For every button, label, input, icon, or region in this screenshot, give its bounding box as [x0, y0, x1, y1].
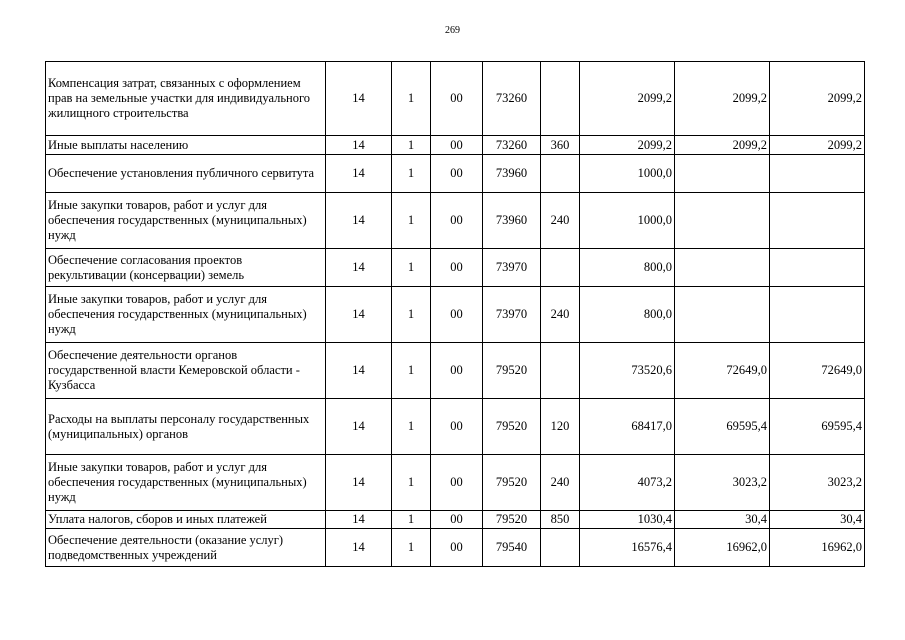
subsection-code: 1 — [392, 155, 431, 193]
target-item-code: 73970 — [483, 287, 541, 343]
row-name: Компенсация затрат, связанных с оформлением прав на земельные участки для индивидуального жилищного строительства — [46, 62, 326, 136]
target-item-code: 79540 — [483, 529, 541, 567]
section-code: 14 — [326, 455, 392, 511]
expense-type-code — [541, 62, 580, 136]
row-name: Уплата налогов, сборов и иных платежей — [46, 511, 326, 529]
amount-year-2: 2099,2 — [675, 136, 770, 155]
table-row — [46, 511, 865, 529]
subsection-code: 1 — [392, 249, 431, 287]
row-name: Иные закупки товаров, работ и услуг для обеспечения государственных (муниципальных) нужд — [46, 287, 326, 343]
expense-type-code: 240 — [541, 193, 580, 249]
section-code: 14 — [326, 155, 392, 193]
program-code: 00 — [431, 62, 483, 136]
amount-year-1: 1030,4 — [580, 511, 675, 529]
program-code: 00 — [431, 287, 483, 343]
program-code: 00 — [431, 343, 483, 399]
amount-year-3: 2099,2 — [770, 136, 865, 155]
amount-year-1: 800,0 — [580, 287, 675, 343]
amount-year-1: 2099,2 — [580, 62, 675, 136]
program-code: 00 — [431, 511, 483, 529]
expense-type-code: 120 — [541, 399, 580, 455]
amount-year-3: 3023,2 — [770, 455, 865, 511]
row-name: Обеспечение согласования проектов рекультивации (консервации) земель — [46, 249, 326, 287]
subsection-code: 1 — [392, 343, 431, 399]
subsection-code: 1 — [392, 287, 431, 343]
target-item-code: 73960 — [483, 155, 541, 193]
table-row — [46, 455, 865, 511]
expense-type-code — [541, 529, 580, 567]
amount-year-1: 800,0 — [580, 249, 675, 287]
amount-year-2: 2099,2 — [675, 62, 770, 136]
amount-year-2: 30,4 — [675, 511, 770, 529]
section-code: 14 — [326, 249, 392, 287]
amount-year-2 — [675, 249, 770, 287]
amount-year-2 — [675, 287, 770, 343]
section-code: 14 — [326, 193, 392, 249]
amount-year-2: 72649,0 — [675, 343, 770, 399]
budget-table — [45, 61, 865, 567]
amount-year-1: 1000,0 — [580, 193, 675, 249]
row-name: Иные закупки товаров, работ и услуг для обеспечения государственных (муниципальных) нужд — [46, 193, 326, 249]
expense-type-code — [541, 249, 580, 287]
row-name: Обеспечение установления публичного сервитута — [46, 155, 326, 193]
expense-type-code — [541, 155, 580, 193]
amount-year-3: 30,4 — [770, 511, 865, 529]
section-code: 14 — [326, 511, 392, 529]
amount-year-3: 16962,0 — [770, 529, 865, 567]
subsection-code: 1 — [392, 62, 431, 136]
row-name: Иные выплаты населению — [46, 136, 326, 155]
amount-year-3: 2099,2 — [770, 62, 865, 136]
table-row — [46, 249, 865, 287]
expense-type-code: 240 — [541, 287, 580, 343]
amount-year-1: 73520,6 — [580, 343, 675, 399]
expense-type-code — [541, 343, 580, 399]
amount-year-2: 3023,2 — [675, 455, 770, 511]
row-name: Обеспечение деятельности органов государственной власти Кемеровской области - Кузбасса — [46, 343, 326, 399]
expense-type-code: 360 — [541, 136, 580, 155]
program-code: 00 — [431, 529, 483, 567]
program-code: 00 — [431, 399, 483, 455]
amount-year-3 — [770, 193, 865, 249]
amount-year-1: 2099,2 — [580, 136, 675, 155]
target-item-code: 73960 — [483, 193, 541, 249]
table-row — [46, 193, 865, 249]
amount-year-3 — [770, 249, 865, 287]
section-code: 14 — [326, 343, 392, 399]
target-item-code: 73970 — [483, 249, 541, 287]
target-item-code: 73260 — [483, 62, 541, 136]
amount-year-3: 72649,0 — [770, 343, 865, 399]
subsection-code: 1 — [392, 136, 431, 155]
row-name: Обеспечение деятельности (оказание услуг) подведомственных учреждений — [46, 529, 326, 567]
table-row — [46, 155, 865, 193]
section-code: 14 — [326, 62, 392, 136]
expense-type-code: 850 — [541, 511, 580, 529]
section-code: 14 — [326, 529, 392, 567]
target-item-code: 79520 — [483, 343, 541, 399]
amount-year-2: 16962,0 — [675, 529, 770, 567]
program-code: 00 — [431, 455, 483, 511]
amount-year-2: 69595,4 — [675, 399, 770, 455]
target-item-code: 79520 — [483, 399, 541, 455]
row-name: Иные закупки товаров, работ и услуг для обеспечения государственных (муниципальных) нужд — [46, 455, 326, 511]
table-row — [46, 399, 865, 455]
program-code: 00 — [431, 193, 483, 249]
amount-year-1: 4073,2 — [580, 455, 675, 511]
table-row — [46, 62, 865, 136]
page-number: 269 — [445, 25, 460, 36]
section-code: 14 — [326, 136, 392, 155]
target-item-code: 79520 — [483, 455, 541, 511]
amount-year-1: 16576,4 — [580, 529, 675, 567]
amount-year-3 — [770, 287, 865, 343]
section-code: 14 — [326, 399, 392, 455]
table-row — [46, 136, 865, 155]
subsection-code: 1 — [392, 193, 431, 249]
subsection-code: 1 — [392, 511, 431, 529]
section-code: 14 — [326, 287, 392, 343]
amount-year-2 — [675, 193, 770, 249]
target-item-code: 79520 — [483, 511, 541, 529]
amount-year-2 — [675, 155, 770, 193]
row-name: Расходы на выплаты персоналу государственных (муниципальных) органов — [46, 399, 326, 455]
table-row — [46, 343, 865, 399]
program-code: 00 — [431, 136, 483, 155]
amount-year-1: 68417,0 — [580, 399, 675, 455]
table-row — [46, 529, 865, 567]
target-item-code: 73260 — [483, 136, 541, 155]
amount-year-1: 1000,0 — [580, 155, 675, 193]
amount-year-3 — [770, 155, 865, 193]
subsection-code: 1 — [392, 455, 431, 511]
subsection-code: 1 — [392, 399, 431, 455]
program-code: 00 — [431, 155, 483, 193]
program-code: 00 — [431, 249, 483, 287]
subsection-code: 1 — [392, 529, 431, 567]
amount-year-3: 69595,4 — [770, 399, 865, 455]
expense-type-code: 240 — [541, 455, 580, 511]
budget-table-body — [46, 62, 865, 567]
table-row — [46, 287, 865, 343]
